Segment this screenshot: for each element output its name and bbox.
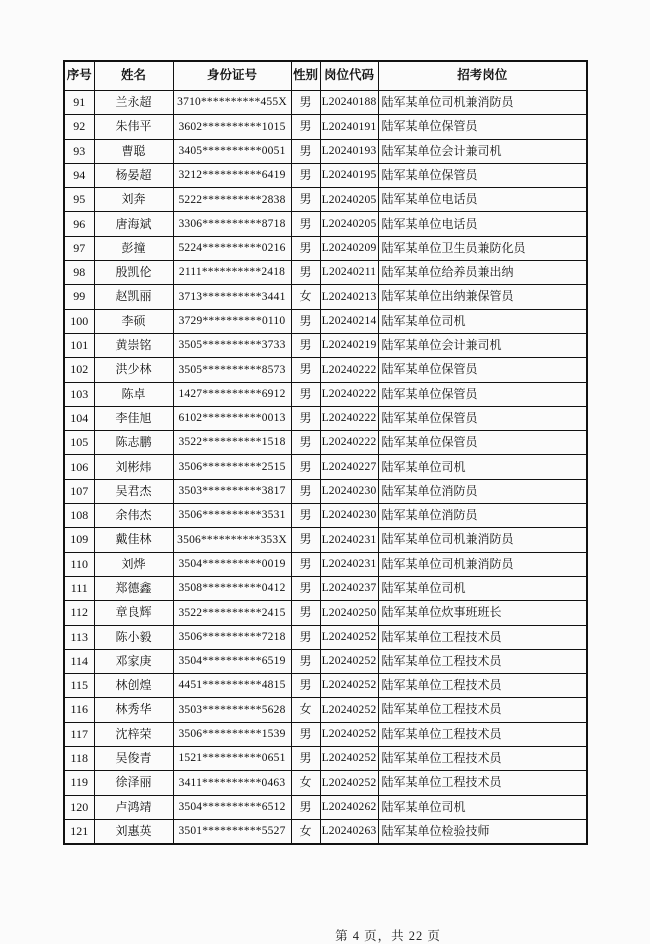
table-cell: 111 bbox=[64, 576, 94, 600]
table-cell: 105 bbox=[64, 431, 94, 455]
table-cell: 林创煌 bbox=[94, 674, 173, 698]
table-cell: 陆军某单位保管员 bbox=[378, 431, 587, 455]
table-cell: 3508**********0412 bbox=[173, 576, 291, 600]
table-cell: 3505**********8573 bbox=[173, 358, 291, 382]
table-cell: 3506**********353X bbox=[173, 528, 291, 552]
table-cell: 110 bbox=[64, 552, 94, 576]
table-cell: L20240205 bbox=[320, 188, 378, 212]
table-cell: L20240230 bbox=[320, 479, 378, 503]
table-cell: 陆军某单位司机兼消防员 bbox=[378, 91, 587, 115]
table-cell: 余伟杰 bbox=[94, 504, 173, 528]
table-cell: 李硕 bbox=[94, 309, 173, 333]
table-cell: 戴佳林 bbox=[94, 528, 173, 552]
table-cell: 3405**********0051 bbox=[173, 139, 291, 163]
table-cell: 陆军某单位工程技术员 bbox=[378, 771, 587, 795]
table-row bbox=[64, 236, 587, 260]
table-cell: 102 bbox=[64, 358, 94, 382]
table-cell: 男 bbox=[291, 649, 320, 673]
table-cell: 章良辉 bbox=[94, 601, 173, 625]
table-cell: 陆军某单位司机 bbox=[378, 309, 587, 333]
column-header: 姓名 bbox=[94, 61, 173, 91]
table-cell: 93 bbox=[64, 139, 94, 163]
table-cell: 陆军某单位工程技术员 bbox=[378, 698, 587, 722]
table-cell: 陈小毅 bbox=[94, 625, 173, 649]
table-cell: L20240263 bbox=[320, 819, 378, 844]
table-cell: 陆军某单位消防员 bbox=[378, 504, 587, 528]
table-cell: 刘惠英 bbox=[94, 819, 173, 844]
table-cell: 118 bbox=[64, 747, 94, 771]
column-header: 序号 bbox=[64, 61, 94, 91]
table-cell: 3522**********1518 bbox=[173, 431, 291, 455]
table-cell: 男 bbox=[291, 406, 320, 430]
table-row bbox=[64, 188, 587, 212]
table-cell: 陆军某单位工程技术员 bbox=[378, 747, 587, 771]
table-cell: 陆军某单位炊事班班长 bbox=[378, 601, 587, 625]
table-cell: 男 bbox=[291, 333, 320, 357]
table-cell: 117 bbox=[64, 722, 94, 746]
table-cell: L20240211 bbox=[320, 261, 378, 285]
table-row bbox=[64, 722, 587, 746]
table-cell: 李佳旭 bbox=[94, 406, 173, 430]
table-cell: 119 bbox=[64, 771, 94, 795]
table-cell: 男 bbox=[291, 382, 320, 406]
table-cell: 108 bbox=[64, 504, 94, 528]
table-cell: 96 bbox=[64, 212, 94, 236]
table-cell: 陆军某单位司机兼消防员 bbox=[378, 528, 587, 552]
table-cell: L20240219 bbox=[320, 333, 378, 357]
table-cell: 郑德鑫 bbox=[94, 576, 173, 600]
table-cell: 陆军某单位司机 bbox=[378, 455, 587, 479]
table-cell: L20240252 bbox=[320, 625, 378, 649]
table-cell: 3504**********6519 bbox=[173, 649, 291, 673]
table-cell: 陆军某单位保管员 bbox=[378, 115, 587, 139]
table-cell: 男 bbox=[291, 358, 320, 382]
table-cell: 男 bbox=[291, 431, 320, 455]
table-cell: 陆军某单位保管员 bbox=[378, 382, 587, 406]
table-cell: 104 bbox=[64, 406, 94, 430]
table-cell: L20240252 bbox=[320, 722, 378, 746]
table-row bbox=[64, 528, 587, 552]
table-row bbox=[64, 382, 587, 406]
table-cell: 109 bbox=[64, 528, 94, 552]
table-cell: 男 bbox=[291, 722, 320, 746]
table-cell: 113 bbox=[64, 625, 94, 649]
table-cell: 男 bbox=[291, 261, 320, 285]
table-cell: 5224**********0216 bbox=[173, 236, 291, 260]
table-cell: 3729**********0110 bbox=[173, 309, 291, 333]
table-cell: 男 bbox=[291, 91, 320, 115]
table-cell: L20240214 bbox=[320, 309, 378, 333]
table-cell: L20240222 bbox=[320, 406, 378, 430]
page-number: 第 4 页，共 22 页 bbox=[335, 929, 441, 943]
table-row bbox=[64, 771, 587, 795]
table-cell: 男 bbox=[291, 115, 320, 139]
column-header: 招考岗位 bbox=[378, 61, 587, 91]
column-header: 岗位代码 bbox=[320, 61, 378, 91]
table-cell: 3506**********1539 bbox=[173, 722, 291, 746]
table-cell: 陆军某单位电话员 bbox=[378, 188, 587, 212]
table-cell: 3713**********3441 bbox=[173, 285, 291, 309]
table-cell: 卢鸿靖 bbox=[94, 795, 173, 819]
table-cell: 6102**********0013 bbox=[173, 406, 291, 430]
table-cell: L20240252 bbox=[320, 771, 378, 795]
table-cell: 101 bbox=[64, 333, 94, 357]
table-cell: L20240222 bbox=[320, 358, 378, 382]
table-cell: L20240231 bbox=[320, 552, 378, 576]
table-row bbox=[64, 674, 587, 698]
table-cell: 男 bbox=[291, 601, 320, 625]
table-cell: L20240262 bbox=[320, 795, 378, 819]
table-cell: L20240209 bbox=[320, 236, 378, 260]
table-row bbox=[64, 795, 587, 819]
table-row bbox=[64, 601, 587, 625]
table-cell: 男 bbox=[291, 576, 320, 600]
table-cell: L20240205 bbox=[320, 212, 378, 236]
table-row bbox=[64, 649, 587, 673]
table-cell: 男 bbox=[291, 163, 320, 187]
table-cell: L20240195 bbox=[320, 163, 378, 187]
table-row bbox=[64, 285, 587, 309]
table-cell: 95 bbox=[64, 188, 94, 212]
table-cell: 男 bbox=[291, 309, 320, 333]
table-cell: 99 bbox=[64, 285, 94, 309]
table-cell: 陆军某单位保管员 bbox=[378, 406, 587, 430]
table-cell: 3503**********5628 bbox=[173, 698, 291, 722]
table-row bbox=[64, 819, 587, 844]
table-cell: L20240222 bbox=[320, 431, 378, 455]
table-cell: 男 bbox=[291, 455, 320, 479]
table-cell: 曹聪 bbox=[94, 139, 173, 163]
table-cell: 男 bbox=[291, 625, 320, 649]
table-row bbox=[64, 139, 587, 163]
table-cell: 5222**********2838 bbox=[173, 188, 291, 212]
table-cell: L20240252 bbox=[320, 747, 378, 771]
table-cell: 1521**********0651 bbox=[173, 747, 291, 771]
table-cell: L20240230 bbox=[320, 504, 378, 528]
table-cell: L20240213 bbox=[320, 285, 378, 309]
table-cell: 3411**********0463 bbox=[173, 771, 291, 795]
table-cell: 4451**********4815 bbox=[173, 674, 291, 698]
table-cell: L20240237 bbox=[320, 576, 378, 600]
table-cell: L20240188 bbox=[320, 91, 378, 115]
table-row bbox=[64, 333, 587, 357]
table-cell: 林秀华 bbox=[94, 698, 173, 722]
table-cell: 邓家庚 bbox=[94, 649, 173, 673]
table-cell: L20240252 bbox=[320, 674, 378, 698]
table-cell: 陆军某单位卫生员兼防化员 bbox=[378, 236, 587, 260]
table-cell: 唐海斌 bbox=[94, 212, 173, 236]
table-cell: 107 bbox=[64, 479, 94, 503]
table-cell: 男 bbox=[291, 236, 320, 260]
table-cell: 陆军某单位出纳兼保管员 bbox=[378, 285, 587, 309]
table-row bbox=[64, 212, 587, 236]
table-cell: 3504**********6512 bbox=[173, 795, 291, 819]
table-cell: 陆军某单位司机兼消防员 bbox=[378, 552, 587, 576]
table-cell: 94 bbox=[64, 163, 94, 187]
table-cell: 殷凯伦 bbox=[94, 261, 173, 285]
table-cell: 刘烨 bbox=[94, 552, 173, 576]
table-cell: 3522**********2415 bbox=[173, 601, 291, 625]
table-cell: 洪少林 bbox=[94, 358, 173, 382]
column-header: 身份证号 bbox=[173, 61, 291, 91]
recruitment-roster-table bbox=[63, 60, 588, 845]
table-cell: 120 bbox=[64, 795, 94, 819]
table-cell: 陆军某单位工程技术员 bbox=[378, 649, 587, 673]
table-cell: 陆军某单位工程技术员 bbox=[378, 625, 587, 649]
table-cell: 121 bbox=[64, 819, 94, 844]
table-row bbox=[64, 479, 587, 503]
table-row bbox=[64, 309, 587, 333]
table-cell: 陆军某单位消防员 bbox=[378, 479, 587, 503]
table-cell: 100 bbox=[64, 309, 94, 333]
table-cell: 陆军某单位电话员 bbox=[378, 212, 587, 236]
table-cell: 男 bbox=[291, 188, 320, 212]
table-cell: 106 bbox=[64, 455, 94, 479]
table-cell: 3505**********3733 bbox=[173, 333, 291, 357]
table-cell: 3710**********455X bbox=[173, 91, 291, 115]
table-row bbox=[64, 115, 587, 139]
table-row bbox=[64, 261, 587, 285]
table-cell: 刘奔 bbox=[94, 188, 173, 212]
table-row bbox=[64, 406, 587, 430]
table-cell: 3503**********3817 bbox=[173, 479, 291, 503]
table-cell: 112 bbox=[64, 601, 94, 625]
table-cell: 吴俊青 bbox=[94, 747, 173, 771]
table-body bbox=[64, 91, 587, 845]
table-row bbox=[64, 504, 587, 528]
document-page bbox=[63, 60, 586, 943]
table-cell: 男 bbox=[291, 212, 320, 236]
table-row bbox=[64, 552, 587, 576]
table-cell: L20240231 bbox=[320, 528, 378, 552]
table-cell: 杨晏超 bbox=[94, 163, 173, 187]
table-cell: 男 bbox=[291, 528, 320, 552]
table-row bbox=[64, 455, 587, 479]
table-cell: 男 bbox=[291, 747, 320, 771]
table-cell: 男 bbox=[291, 139, 320, 163]
table-cell: 3501**********5527 bbox=[173, 819, 291, 844]
table-row bbox=[64, 91, 587, 115]
table-cell: 97 bbox=[64, 236, 94, 260]
table-cell: 陆军某单位司机 bbox=[378, 795, 587, 819]
table-cell: 116 bbox=[64, 698, 94, 722]
table-cell: 3506**********7218 bbox=[173, 625, 291, 649]
table-cell: 男 bbox=[291, 795, 320, 819]
table-cell: 陆军某单位保管员 bbox=[378, 358, 587, 382]
table-cell: 114 bbox=[64, 649, 94, 673]
table-cell: 吴君杰 bbox=[94, 479, 173, 503]
table-row bbox=[64, 576, 587, 600]
table-cell: 女 bbox=[291, 285, 320, 309]
table-row bbox=[64, 431, 587, 455]
table-cell: 3506**********3531 bbox=[173, 504, 291, 528]
table-cell: 彭撞 bbox=[94, 236, 173, 260]
table-cell: 98 bbox=[64, 261, 94, 285]
table-cell: 陈志鹏 bbox=[94, 431, 173, 455]
header-row bbox=[64, 61, 587, 91]
table-cell: 3506**********2515 bbox=[173, 455, 291, 479]
table-cell: 陆军某单位检验技师 bbox=[378, 819, 587, 844]
table-cell: L20240193 bbox=[320, 139, 378, 163]
table-cell: 1427**********6912 bbox=[173, 382, 291, 406]
table-cell: 陆军某单位司机 bbox=[378, 576, 587, 600]
table-cell: 女 bbox=[291, 771, 320, 795]
table-cell: 92 bbox=[64, 115, 94, 139]
column-header: 性别 bbox=[291, 61, 320, 91]
table-cell: L20240250 bbox=[320, 601, 378, 625]
table-cell: 男 bbox=[291, 674, 320, 698]
table-cell: 沈梓荣 bbox=[94, 722, 173, 746]
table-cell: 兰永超 bbox=[94, 91, 173, 115]
table-cell: 男 bbox=[291, 552, 320, 576]
table-cell: 陆军某单位会计兼司机 bbox=[378, 139, 587, 163]
table-cell: 陆军某单位工程技术员 bbox=[378, 722, 587, 746]
table-cell: 陈卓 bbox=[94, 382, 173, 406]
table-cell: 男 bbox=[291, 504, 320, 528]
table-cell: L20240252 bbox=[320, 698, 378, 722]
table-cell: 陆军某单位保管员 bbox=[378, 163, 587, 187]
table-cell: 3212**********6419 bbox=[173, 163, 291, 187]
table-cell: 刘彬炜 bbox=[94, 455, 173, 479]
table-cell: L20240222 bbox=[320, 382, 378, 406]
table-cell: L20240252 bbox=[320, 649, 378, 673]
table-row bbox=[64, 625, 587, 649]
table-cell: 女 bbox=[291, 698, 320, 722]
table-cell: 2111**********2418 bbox=[173, 261, 291, 285]
table-cell: 3602**********1015 bbox=[173, 115, 291, 139]
table-cell: 朱伟平 bbox=[94, 115, 173, 139]
table-cell: 103 bbox=[64, 382, 94, 406]
table-cell: 徐泽丽 bbox=[94, 771, 173, 795]
table-row bbox=[64, 747, 587, 771]
table-cell: 黄崇铭 bbox=[94, 333, 173, 357]
table-cell: 陆军某单位会计兼司机 bbox=[378, 333, 587, 357]
table-cell: 陆军某单位给养员兼出纳 bbox=[378, 261, 587, 285]
table-cell: 男 bbox=[291, 479, 320, 503]
table-row bbox=[64, 698, 587, 722]
table-cell: 女 bbox=[291, 819, 320, 844]
table-cell: L20240191 bbox=[320, 115, 378, 139]
table-row bbox=[64, 163, 587, 187]
table-cell: 陆军某单位工程技术员 bbox=[378, 674, 587, 698]
table-cell: 赵凯丽 bbox=[94, 285, 173, 309]
table-cell: L20240227 bbox=[320, 455, 378, 479]
table-cell: 91 bbox=[64, 91, 94, 115]
table-row bbox=[64, 358, 587, 382]
table-cell: 115 bbox=[64, 674, 94, 698]
table-cell: 3504**********0019 bbox=[173, 552, 291, 576]
table-cell: 3306**********8718 bbox=[173, 212, 291, 236]
